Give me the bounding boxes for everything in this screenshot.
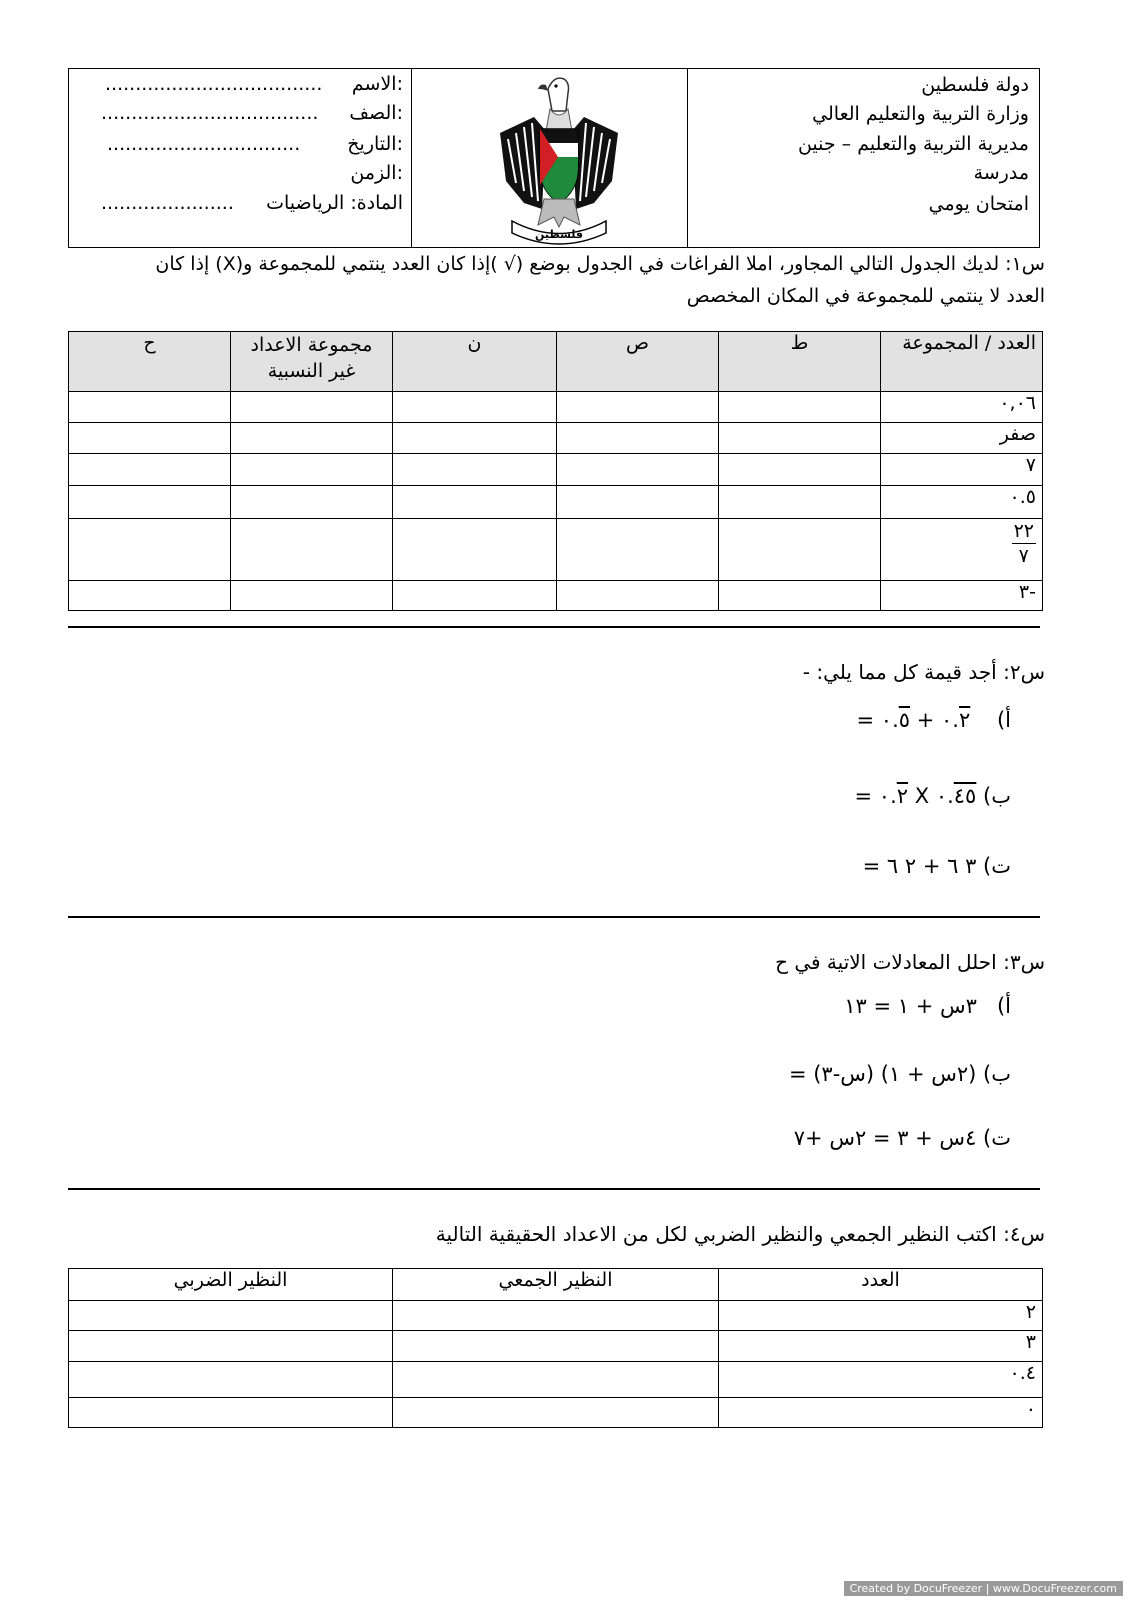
subject-value: الرياضيات — [266, 192, 345, 214]
q4-row2-number: ٣ — [719, 1331, 1043, 1362]
q1-header-reals: ح — [69, 332, 231, 392]
q4-header-additive-inverse: النظير الجمعي — [393, 1269, 719, 1301]
fraction-22-7: $\frac{٢٢}{٧}$ — [1013, 520, 1034, 567]
q1-row1-number: ٠,٠٦ — [881, 392, 1043, 423]
answer-cell[interactable] — [231, 392, 393, 423]
q1-header-irrationals: مجموعة الاعداد غير النسبية — [231, 332, 393, 392]
q2-part-c: ت) ٣ ٦ + ٢ ٦ = — [862, 854, 1011, 878]
q4-header-number: العدد — [719, 1269, 1043, 1301]
q3-part-b: ب) (٢س + ١) (س-٣) = — [788, 1062, 1011, 1086]
table-row — [69, 454, 1043, 486]
header-line-directorate: مديرية التربية والتعليم – جنين — [797, 133, 1029, 155]
q4-table — [68, 1268, 1043, 1428]
q2-part-a: أ) ٠.٢ + ٠.٥ = — [856, 708, 1011, 732]
date-field[interactable] — [83, 132, 403, 158]
answer-cell[interactable] — [719, 392, 881, 423]
q2-title: س٢: أجد قيمة كل مما يلي: - — [802, 660, 1045, 684]
separator-line — [68, 626, 1040, 628]
subject-field — [83, 191, 403, 217]
answer-cell[interactable] — [231, 454, 393, 486]
answer-cell[interactable] — [557, 454, 719, 486]
answer-cell[interactable] — [393, 1398, 719, 1428]
subject-dots: ...................... — [101, 192, 234, 214]
header-box — [68, 68, 1040, 248]
q1-header-row — [69, 332, 1043, 392]
q3-title: س٣: احلل المعادلات الاتية في ح — [775, 950, 1045, 974]
class-dots: .................................... — [101, 102, 319, 124]
answer-cell[interactable] — [69, 486, 231, 519]
answer-cell[interactable] — [719, 454, 881, 486]
q1-row3-number: ٧ — [881, 454, 1043, 486]
q4-header-multiplicative-inverse: النظير الضربي — [69, 1269, 393, 1301]
q1-row2-number: صفر — [881, 423, 1043, 454]
palestine-eagle-emblem — [494, 71, 624, 245]
answer-cell[interactable] — [231, 519, 393, 581]
answer-cell[interactable] — [557, 486, 719, 519]
q4-row1-number: ٢ — [719, 1301, 1043, 1331]
q1-header-integers: ص — [557, 332, 719, 392]
answer-cell[interactable] — [69, 1331, 393, 1362]
answer-cell[interactable] — [719, 486, 881, 519]
q3-part-c: ت) ٤س + ٣ = ٢س +٧ — [793, 1126, 1011, 1150]
separator-line — [68, 916, 1040, 918]
answer-cell[interactable] — [557, 423, 719, 454]
answer-cell[interactable] — [393, 519, 557, 581]
date-dots: ................................ — [107, 133, 301, 155]
table-row — [69, 1331, 1043, 1362]
table-row — [69, 1398, 1043, 1428]
answer-cell[interactable] — [69, 519, 231, 581]
answer-cell[interactable] — [393, 392, 557, 423]
table-row — [69, 392, 1043, 423]
q1-table — [68, 331, 1043, 611]
answer-cell[interactable] — [69, 392, 231, 423]
answer-cell[interactable] — [231, 423, 393, 454]
answer-cell[interactable] — [393, 1331, 719, 1362]
q1-header-rationals: ن — [393, 332, 557, 392]
q1-row4-number: ٠.٥ — [881, 486, 1043, 519]
answer-cell[interactable] — [393, 423, 557, 454]
answer-cell[interactable] — [231, 581, 393, 611]
answer-cell[interactable] — [393, 581, 557, 611]
q1-row5-number — [881, 519, 1043, 581]
q3-part-a: أ) ٣س + ١ = ١٣ — [844, 994, 1011, 1018]
q4-title: س٤: اكتب النظير الجمعي والنظير الضربي لكل من الاعداد الحقيقية التالية — [435, 1222, 1045, 1246]
answer-cell[interactable] — [393, 1301, 719, 1331]
q4-row4-number: ٠ — [719, 1398, 1043, 1428]
header-line-school: مدرسة — [973, 162, 1029, 184]
name-dots: .................................... — [105, 73, 323, 95]
table-row — [69, 486, 1043, 519]
time-field[interactable] — [83, 161, 403, 187]
class-field[interactable] — [83, 101, 403, 127]
svg-text:فلسطين: فلسطين — [535, 228, 583, 241]
date-label: التاريخ: — [347, 133, 403, 155]
answer-cell[interactable] — [69, 1398, 393, 1428]
answer-cell[interactable] — [69, 1362, 393, 1398]
header-line-exam: امتحان يومي — [928, 193, 1029, 215]
q1-line2: العدد لا ينتمي للمجموعة في المكان المخصص — [686, 285, 1045, 307]
answer-cell[interactable] — [393, 1362, 719, 1398]
answer-cell[interactable] — [719, 423, 881, 454]
header-right-panel — [687, 69, 1039, 247]
q4-header-row — [69, 1269, 1043, 1301]
answer-cell[interactable] — [393, 454, 557, 486]
name-label: الاسم: — [351, 73, 403, 95]
answer-cell[interactable] — [231, 486, 393, 519]
answer-cell[interactable] — [69, 581, 231, 611]
table-row — [69, 1362, 1043, 1398]
header-line-state: دولة فلسطين — [921, 74, 1029, 96]
class-label: الصف: — [349, 102, 403, 124]
table-row — [69, 423, 1043, 454]
answer-cell[interactable] — [393, 486, 557, 519]
q1-header-naturals: ط — [719, 332, 881, 392]
answer-cell[interactable] — [557, 581, 719, 611]
answer-cell[interactable] — [69, 454, 231, 486]
name-field[interactable] — [83, 72, 403, 98]
answer-cell[interactable] — [557, 519, 719, 581]
time-label: الزمن: — [350, 162, 403, 184]
answer-cell[interactable] — [719, 519, 881, 581]
q1-line1: س١: لديك الجدول التالي المجاور، املا الفراغات في الجدول بوضع (√ )إذا كان العدد ينتمي للمجموعة و(X) إذا كان — [155, 253, 1045, 275]
q1-row6-number: -٣ — [881, 581, 1043, 611]
header-left-panel — [69, 69, 412, 247]
header-line-ministry: وزارة التربية والتعليم العالي — [812, 103, 1029, 125]
separator-line — [68, 1188, 1040, 1190]
table-row — [69, 1301, 1043, 1331]
q2-part-b: ب) ٠.٤٥ X ٠.٢ = — [854, 784, 1011, 808]
table-row — [69, 581, 1043, 611]
q1-header-number: العدد / المجموعة — [881, 332, 1043, 392]
answer-cell[interactable] — [557, 392, 719, 423]
answer-cell[interactable] — [719, 581, 881, 611]
answer-cell[interactable] — [69, 423, 231, 454]
table-row — [69, 519, 1043, 581]
q4-row3-number: ٠.٤ — [719, 1362, 1043, 1398]
docufreezer-footer: Created by DocuFreezer | www.DocuFreezer.com — [844, 1581, 1123, 1596]
answer-cell[interactable] — [69, 1301, 393, 1331]
subject-label: المادة: — [350, 192, 403, 214]
